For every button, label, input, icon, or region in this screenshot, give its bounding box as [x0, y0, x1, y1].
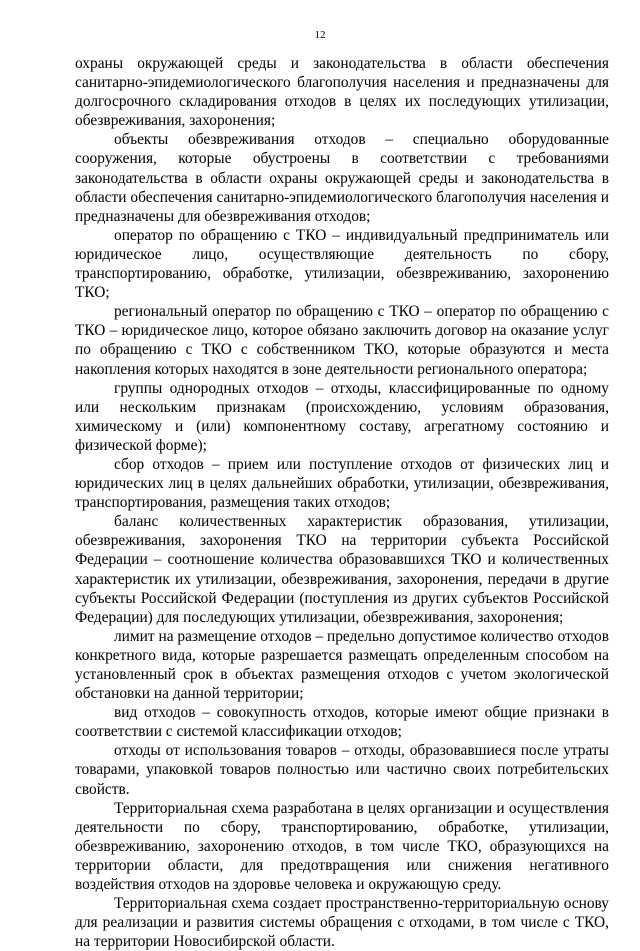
paragraph: Территориальная схема разработана в целях организации и осуществления деятельности по сбору, транспортированию, обработке, утилизации, обезвреживанию, захоронению отходов, в том числе ТКО, образующихся на территории области, для предотвращения или снижения негативного воздействия отходов на здоровье человека и окружающую среду. [75, 799, 609, 894]
paragraph: объекты обезвреживания отходов – специально оборудованные сооружения, которые обустроены в соответствии с требованиями законодательства в области охраны окружающей среды и законодательства в области обеспечения санитарно-эпидемиологического благополучия населения и предназначены для обезвреживания отходов; [75, 131, 609, 225]
paragraph: группы однородных отходов – отходы, классифицированные по одному или нескольким признакам (происхождению, условиям образования, химическому и (или) компонентному составу, агрегатному состоянию и физической форме); [75, 379, 609, 454]
paragraph: охраны окружающей среды и законодательства в области обеспечения санитарно-эпидемиологического благополучия населения и предназначены для долгосрочного складирования отходов в целях их последующих утилизации, обезвреживания, захоронения; [75, 55, 609, 130]
paragraph: отходы от использования товаров – отходы, образовавшиеся после утраты товарами, упаковкой товаров полностью или частично своих потребительских свойств. [75, 742, 609, 798]
paragraph: баланс количественных характеристик образования, утилизации, обезвреживания, захоронения ТКО на территории субъекта Российской Федерации – соотношение количества образовавшихся ТКО и количественных характеристик их утилизации, обезвреживания, захоронения, передачи в другие субъекты Российской Федерации (поступления из других субъектов Российской Федерации) для последующих утилизации, обезвреживания, захоронения; [75, 513, 609, 626]
page-body [75, 54, 609, 951]
paragraph: Территориальная схема создает пространственно-территориальную основу для реализации и развития системы обращения с отходами, в том числе с ТКО, на территории Новосибирской области. [75, 895, 609, 951]
paragraph: сбор отходов – прием или поступление отходов от физических лиц и юридических лиц в целях дальнейших обработки, утилизации, обезвреживания, транспортирования, размещения таких отходов; [75, 455, 609, 512]
paragraph: оператор по обращению с ТКО – индивидуальный предприниматель или юридическое лицо, осуществляющие деятельность по сбору, транспортированию, обработке, утилизации, обезвреживанию, захоронению ТКО; [75, 226, 609, 302]
page-number: 12 [314, 29, 326, 41]
paragraph: региональный оператор по обращению с ТКО – оператор по обращению с ТКО – юридическое лицо, которое обязано заключить договор на оказание услуг по обращению с ТКО с собственником ТКО, которые образуются и места накопления которых находятся в зоне деятельности регионального оператора; [75, 303, 609, 378]
paragraph: вид отходов – совокупность отходов, которые имеют общие признаки в соответствии с системой классификации отходов; [75, 704, 609, 741]
paragraph: лимит на размещение отходов – предельно допустимое количество отходов конкретного вида, которые разрешается размещать определенным способом на установленный срок в объектах размещения отходов с учетом экологической обстановки на данной территории; [75, 627, 609, 703]
